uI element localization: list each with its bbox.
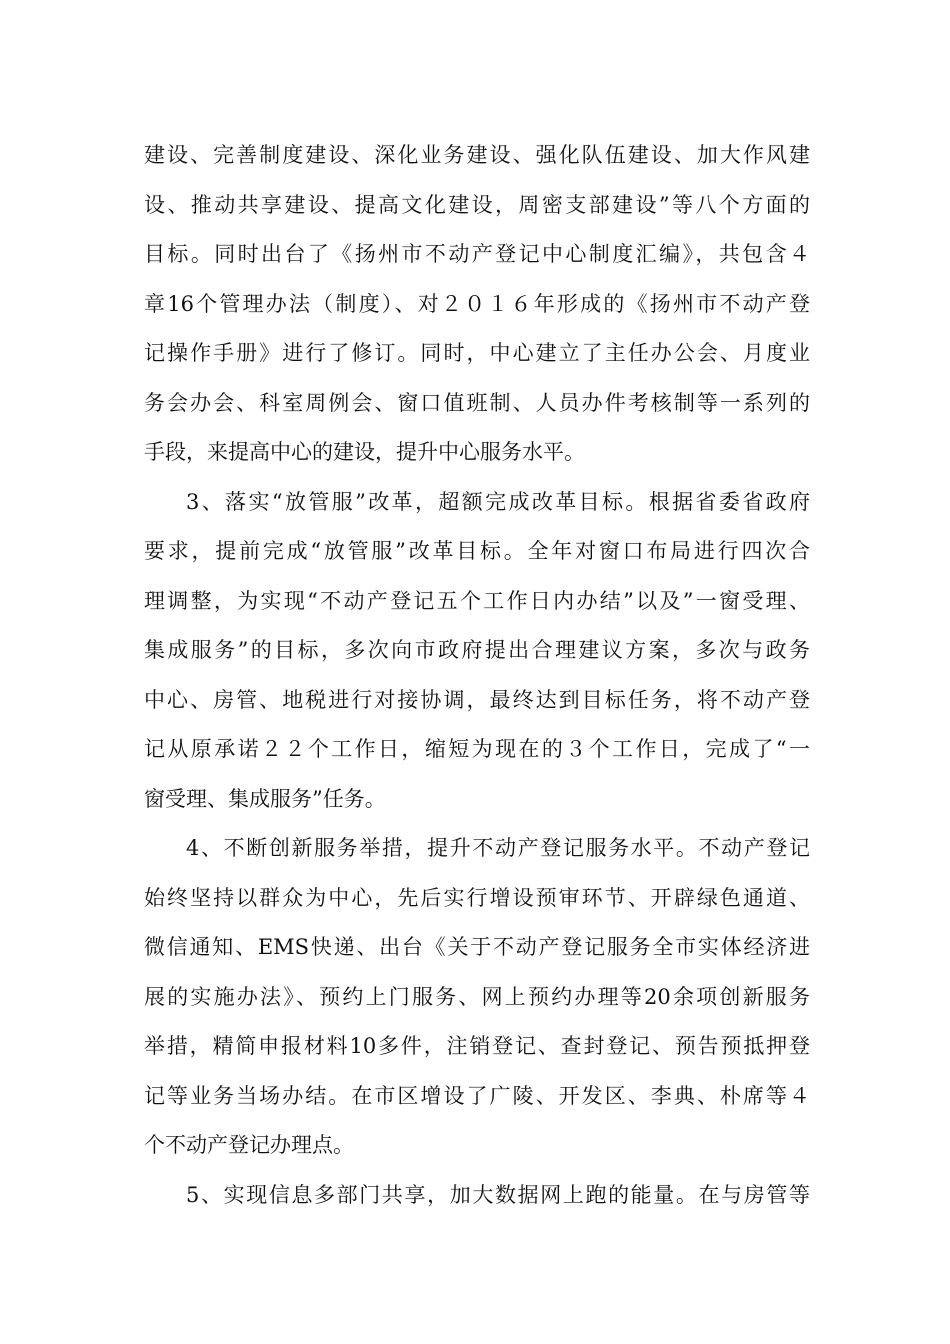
paragraph-construction-goals (144, 131, 810, 478)
text-line: 理调整，为实现“不动产登记五个工作日内办结”以及”一窗受理、 (144, 588, 810, 613)
paragraph-data-sharing (144, 1171, 810, 1221)
text-line: 要求，提前完成“放管服”改革目标。全年对窗口布局进行四次合 (144, 539, 810, 563)
text-line: 集成服务”的目标，多次向市政府提出合理建议方案，多次与政务 (144, 638, 810, 662)
text-line: 务会办会、科室周例会、窗口值班制、人员办件考核制等一系列的 (144, 390, 810, 415)
text-line: 记从原承诺２２个工作日，缩短为现在的３个工作日，完成了“一 (144, 737, 810, 761)
text-line: 章16个管理办法（制度）、对２０１６年形成的《扬州市不动产登 (144, 291, 810, 316)
text-line: 4、不断创新服务举措，提升不动产登记服务水平。不动产登记 (186, 836, 810, 860)
text-line: 建设、完善制度建设、深化业务建设、强化队伍建设、加大作风建 (144, 143, 810, 167)
text-line: 始终坚持以群众为中心，先后实行增设预审环节、开辟绿色通道、 (144, 885, 810, 910)
text-line: 目标。同时出台了《扬州市不动产登记中心制度汇编》，共包含４ (144, 242, 810, 266)
text-line: 3、落实“放管服”改革，超额完成改革目标。根据省委省政府 (186, 489, 810, 514)
document-body (144, 131, 810, 1220)
text-line: 展的实施办法》、预约上门服务、网上预约办理等20余项创新服务 (144, 984, 810, 1009)
text-line: 记等业务当场办结。在市区增设了广陵、开发区、李典、朴席等４ (144, 1083, 810, 1108)
text-line: 窗受理、集成服务”任务。 (144, 786, 386, 811)
text-line: 设、推动共享建设、提高文化建设，周密支部建设”等八个方面的 (144, 192, 810, 217)
text-line: 个不动产登记办理点。 (144, 1133, 354, 1157)
text-line: 手段，来提高中心的建设，提升中心服务水平。 (144, 440, 585, 464)
text-line: 中心、房管、地税进行对接协调，最终达到目标任务，将不动产登 (144, 687, 810, 712)
paragraph-service-innovation (144, 824, 810, 1171)
text-line: 微信通知、EMS快递、出台《关于不动产登记服务全市实体经济进 (144, 935, 810, 959)
text-line: 记操作手册》进行了修订。同时，中心建立了主任办公会、月度业 (144, 341, 810, 365)
text-line: 5、实现信息多部门共享，加大数据网上跑的能量。在与房管等 (186, 1182, 810, 1207)
text-line: 举措，精简申报材料10多件，注销登记、查封登记、预告预抵押登 (144, 1034, 810, 1058)
paragraph-reform-goals (144, 478, 810, 825)
